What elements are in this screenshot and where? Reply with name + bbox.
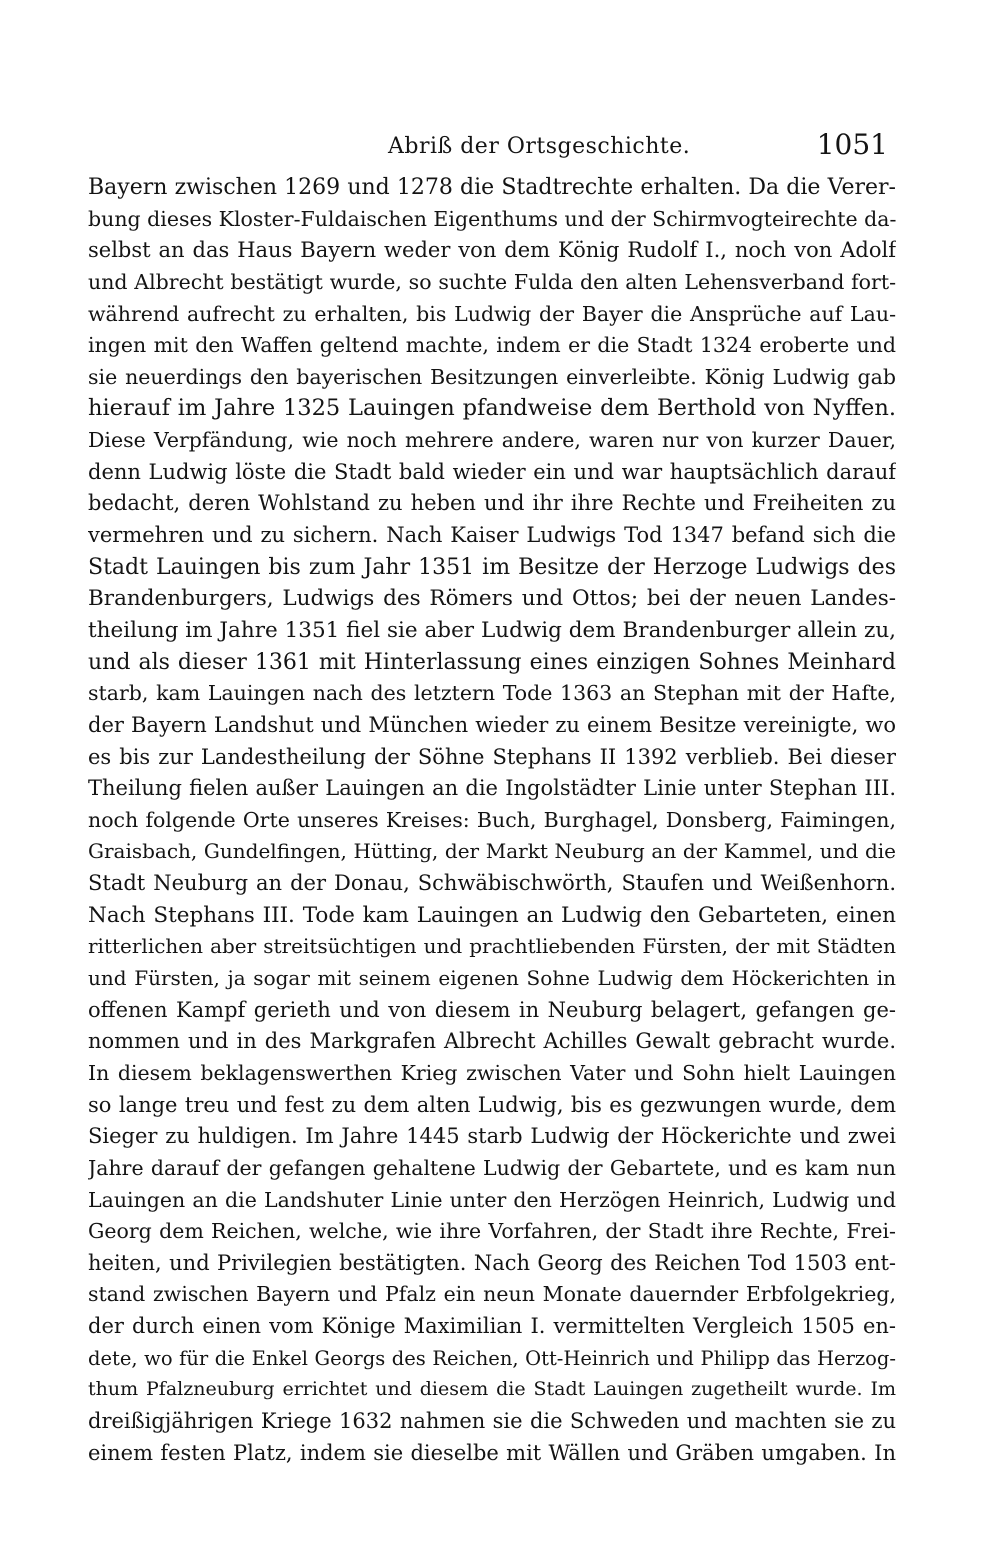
text-line: heiten, und Privilegien bestätigten. Nach Georg des Reichen Tod 1503 ent- (88, 1250, 896, 1275)
text-line: hierauf im Jahre 1325 Lauingen pfandweise dem Berthold von Nyffen. (88, 395, 896, 422)
text-line: nommen und in des Markgrafen Albrecht Achilles Gewalt gebracht wurde. (88, 1029, 896, 1054)
text-line: einem festen Platz, indem sie dieselbe mit Wällen und Gräben umgaben. In (88, 1440, 896, 1465)
text-line: der Bayern Landshut und München wieder zu einem Besitze vereinigte, wo (88, 712, 896, 737)
text-line: bedacht, deren Wohlstand zu heben und ihr ihre Rechte und Freiheiten zu (88, 491, 896, 516)
text-line: Georg dem Reichen, welche, wie ihre Vorfahren, der Stadt ihre Rechte, Frei- (88, 1219, 896, 1244)
text-line: stand zwischen Bayern und Pfalz ein neun Monate dauernder Erbfolgekrieg, (88, 1282, 896, 1307)
text-line: offenen Kampf gerieth und von diesem in Neuburg belagert, gefangen ge- (88, 997, 896, 1022)
text-line: Diese Verpfändung, wie noch mehrere andere, waren nur von kurzer Dauer, (88, 428, 896, 453)
text-line: Lauingen an die Landshuter Linie unter den Herzögen Heinrich, Ludwig und (88, 1187, 896, 1212)
text-line: Graisbach, Gundelfingen, Hütting, der Markt Neuburg an der Kammel, und die (88, 839, 896, 864)
text-line: denn Ludwig löste die Stadt bald wieder ein und war hauptsächlich darauf (88, 459, 896, 484)
text-line: und Albrecht bestätigt wurde, so suchte Fulda den alten Lehensverband fort- (88, 269, 896, 294)
text-line: Bayern zwischen 1269 und 1278 die Stadtrechte erhalten. Da die Verer- (88, 175, 896, 200)
text-line: dreißigjährigen Kriege 1632 nahmen sie die Schweden und machten sie zu (88, 1408, 896, 1433)
text-line: Jahre darauf der gefangen gehaltene Ludwig der Gebartete, und es kam nun (88, 1155, 896, 1180)
text-line: Stadt Lauingen bis zum Jahr 1351 im Besitze der Herzoge Ludwigs des (88, 554, 896, 580)
text-line: bung dieses Kloster-Fuldaischen Eigenthums und der Schirmvogteirechte da- (88, 206, 896, 231)
text-line: In diesem beklagenswerthen Krieg zwischen Vater und Sohn hielt Lauingen (88, 1060, 896, 1085)
text-line: es bis zur Landestheilung der Söhne Stephans II 1392 verblieb. Bei dieser (88, 744, 896, 769)
text-line: noch folgende Orte unseres Kreises: Buch, Burghagel, Donsberg, Faimingen, (88, 807, 896, 832)
text-line: thum Pfalzneuburg errichtet und diesem die Stadt Lauingen zugetheilt wurde. Im (88, 1378, 896, 1401)
text-line: und Fürsten, ja sogar mit seinem eigenen Sohne Ludwig dem Höckerichten in (88, 966, 896, 991)
running-title: Abriß der Ortsgeschichte. (388, 134, 691, 159)
text-line: und als dieser 1361 mit Hinterlassung eines einzigen Sohnes Meinhard (88, 649, 896, 675)
text-line: Brandenburgers, Ludwigs des Römers und Ottos; bei der neuen Landes- (88, 586, 896, 612)
page-header (88, 128, 888, 168)
text-line: selbst an das Haus Bayern weder von dem König Rudolf I., noch von Adolf (88, 238, 896, 263)
text-line: Sieger zu huldigen. Im Jahre 1445 starb Ludwig der Höckerichte und zwei (88, 1124, 896, 1149)
text-line: dete, wo für die Enkel Georgs des Reichen, Ott-Heinrich und Philipp das Herzog- (88, 1346, 896, 1370)
text-line: sie neuerdings den bayerischen Besitzungen einverleibte. König Ludwig gab (88, 364, 896, 389)
text-line: vermehren und zu sichern. Nach Kaiser Ludwigs Tod 1347 befand sich die (88, 523, 896, 548)
text-line: ingen mit den Waffen geltend machte, indem er die Stadt 1324 eroberte und (88, 333, 896, 358)
text-line: theilung im Jahre 1351 fiel sie aber Ludwig dem Brandenburger allein zu, (88, 617, 896, 643)
text-line: Stadt Neuburg an der Donau, Schwäbischwörth, Staufen und Weißenhorn. (88, 871, 896, 896)
text-line: ritterlichen aber streitsüchtigen und prachtliebenden Fürsten, der mit Städten (88, 934, 896, 959)
page-number: 1051 (816, 128, 888, 161)
text-line: Theilung fielen außer Lauingen an die Ingolstädter Linie unter Stephan III. (88, 776, 896, 801)
text-line: der durch einen vom Könige Maximilian I. vermittelten Vergleich 1505 en- (88, 1314, 896, 1339)
text-line: Nach Stephans III. Tode kam Lauingen an Ludwig den Gebarteten, einen (88, 902, 896, 928)
body-text (88, 172, 896, 1469)
text-line: während aufrecht zu erhalten, bis Ludwig der Bayer die Ansprüche auf Lau- (88, 301, 896, 326)
text-line: so lange treu und fest zu dem alten Ludwig, bis es gezwungen wurde, dem (88, 1092, 896, 1117)
text-line: starb, kam Lauingen nach des letztern Tode 1363 an Stephan mit der Hafte, (88, 681, 896, 706)
